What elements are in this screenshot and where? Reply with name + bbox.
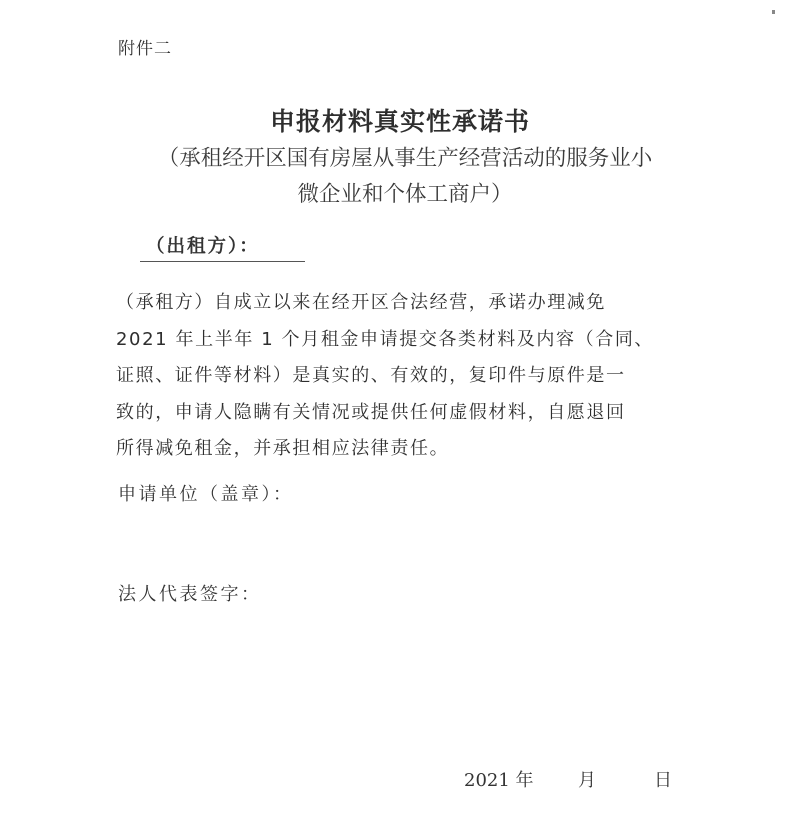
body-line: 证照、证件等材料）是真实的、有效的，复印件与原件是一 xyxy=(116,365,626,386)
lessor-label: （出租方）： xyxy=(146,236,260,257)
commitment-body xyxy=(116,285,686,468)
date-month: 月 xyxy=(578,770,596,791)
body-line: 所得减免租金，并承担相应法律责任。 xyxy=(116,438,450,459)
body-line: （承租方）自成立以来在经开区合法经营，承诺办理减免 xyxy=(116,292,606,313)
attachment-label: 附件二 xyxy=(118,39,172,59)
document-title: 申报材料真实性承诺书 xyxy=(269,107,530,136)
applicant-seal-label: 申请单位（盖章）： xyxy=(118,484,294,505)
scan-speck xyxy=(772,10,775,14)
subtitle-line: （承租经开区国有房屋从事生产经营活动的服务业小 xyxy=(157,146,653,171)
body-line: 致的，申请人隐瞒有关情况或提供任何虚假材料，自愿退回 xyxy=(116,401,626,423)
legal-rep-signature-label: 法人代表签字： xyxy=(118,584,262,605)
lessor-signature-line xyxy=(140,261,305,262)
body-line: 2021 年上半年 1 个月租金申请提交各类材料及内容（合同、 xyxy=(116,328,655,350)
date-year: 2021 年 xyxy=(464,770,534,791)
date-day: 日 xyxy=(654,770,672,791)
document-subtitle xyxy=(110,141,700,213)
subtitle-line: 微企业和个体工商户） xyxy=(297,182,513,207)
